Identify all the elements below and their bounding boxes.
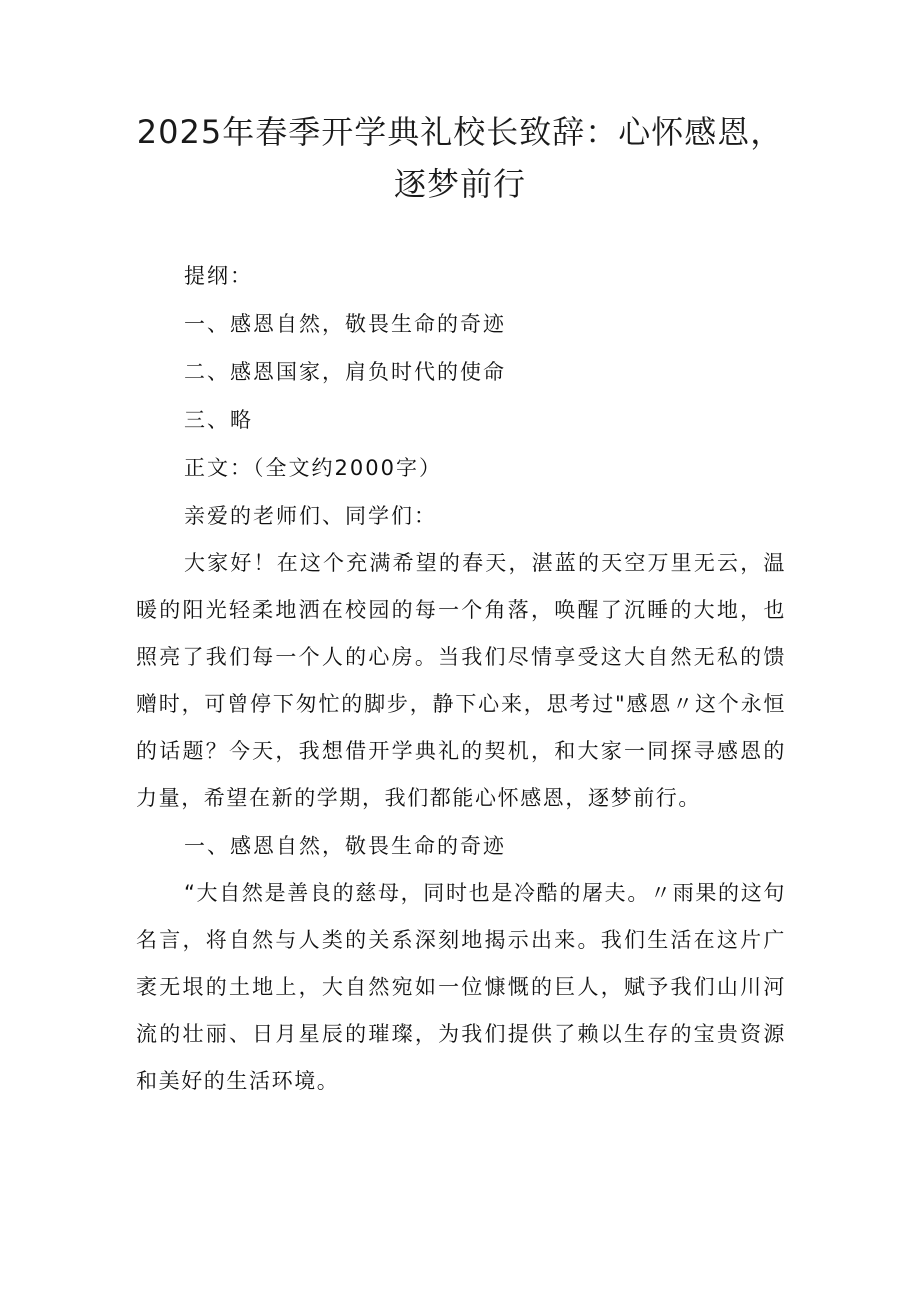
- outline-label: 提纲：: [184, 264, 253, 288]
- body-label: 正文：（全文约2000字）: [184, 456, 442, 480]
- intro-paragraph: 大家好！在这个充满希望的春天，湛蓝的天空万里无云，温暖的阳光轻柔地洒在校园的每一个角落，唤醒了沉睡的大地，也照亮了我们每一个人的心房。当我们尽情享受这大自然无私的馈赠时，可曾停下匆忙的脚步，静下心来，思考过"感恩〃这个永恒的话题？今天，我想借开学典礼的契机，和大家一同探寻感恩的力量，希望在新的学期，我们都能心怀感恩，逐梦前行。: [136, 551, 786, 810]
- outline-item: 二、感恩国家，肩负时代的使命: [184, 360, 506, 384]
- outline-item: 三、略: [184, 408, 253, 432]
- section-heading: 一、感恩自然，敬畏生命的奇迹: [184, 834, 506, 858]
- document-body: [136, 252, 786, 1105]
- outline-item: 一、感恩自然，敬畏生命的奇迹: [184, 312, 506, 336]
- greeting: 亲爱的老师们、同学们：: [184, 504, 437, 528]
- section-paragraph: “大自然是善良的慈母，同时也是冷酷的屠夫。〃雨果的这句名言，将自然与人类的关系深刻地揭示出来。我们生活在这片广袤无垠的土地上，大自然宛如一位慷慨的巨人，赋予我们山川河流的壮丽、日月星辰的璀璨，为我们提供了赖以生存的宝贵资源和美好的生活环境。: [136, 881, 786, 1093]
- document-title: 2025年春季开学典礼校长致辞：心怀感恩，逐梦前行: [136, 113, 784, 203]
